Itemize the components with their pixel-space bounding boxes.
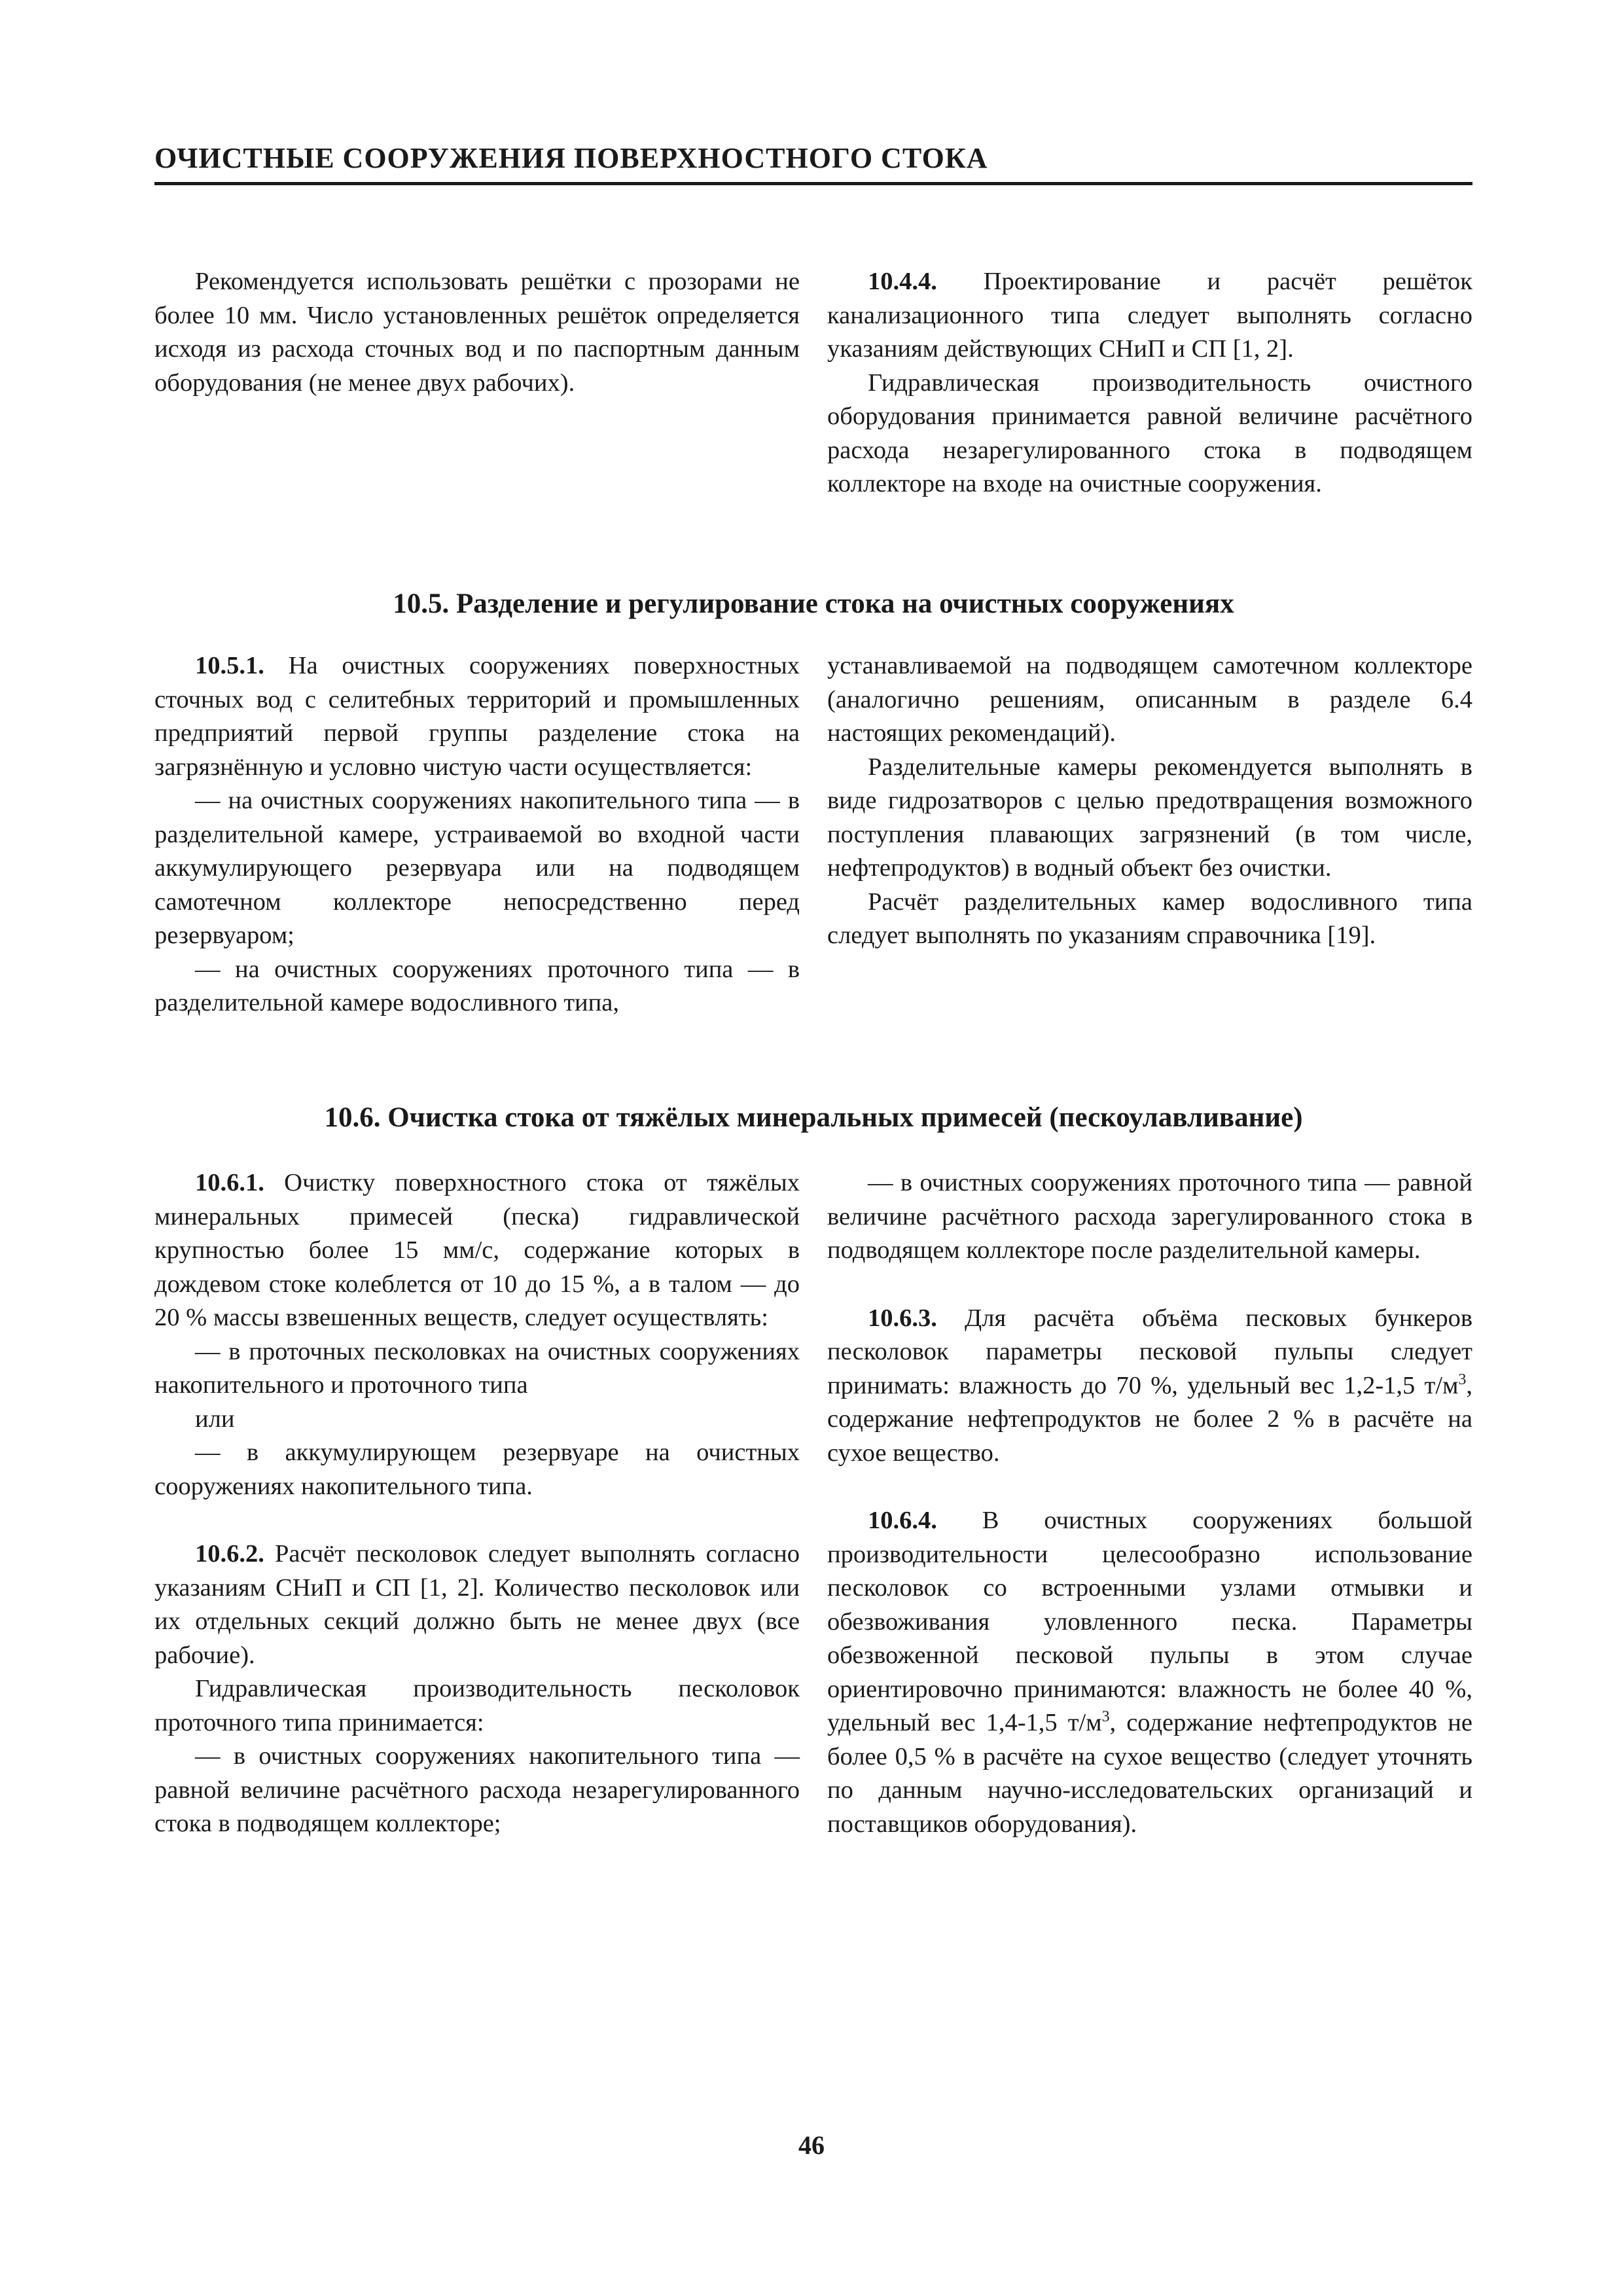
paragraph — [154, 1537, 800, 1672]
list-item: — в очистных сооружениях проточного типа — равной величине расчётного расхода зарегулированного стока в подводящем коллекторе после разделительной камеры. — [827, 1169, 1472, 1264]
superscript: 3 — [1458, 1371, 1467, 1388]
paragraph: Расчёт разделительных камер водосливного типа следует выполнять по указаниям справочника [19]. — [827, 888, 1472, 949]
clause-number: 10.6.4. — [868, 1507, 937, 1534]
clause-text: Очистку поверхностного стока от тяжёлых минеральных примесей (песка) гидравлической крупностью более 15 мм/с, содержание которых в дождевом стоке колеблется от 10 до 15 %, а в талом — до 20 % массы взвешенных веществ, следует осуществлять: — [154, 1169, 800, 1331]
paragraph: или — [195, 1405, 235, 1433]
paragraph — [827, 265, 1472, 367]
running-header: ОЧИСТНЫЕ СООРУЖЕНИЯ ПОВЕРХНОСТНОГО СТОКА — [154, 142, 988, 174]
list-item: — на очистных сооружениях проточного типа — в разделительной камере водосливного типа, — [154, 955, 800, 1016]
paragraph: устанавливаемой на подводящем самотечном коллекторе (аналогично решениям, описанным в разделе 6.4 настоящих рекомендаций). — [827, 652, 1472, 747]
clause-text: , содержание нефтепродуктов не более 0,5 % в расчёте на сухое вещество (следует уточнять по данным научно-исследовательских организаций и поставщиков оборудования). — [827, 1709, 1472, 1838]
clause-text: В очистных сооружениях большой производительности целесообразно использование песколовок со встроенными узлами отмывки и обезвоживания уловленного песка. Параметры обезвоженной песковой пульпы в этом случае ориентировочно принимаются: влажность не более 40 %, удельный вес 1,4-1,5 т/м — [827, 1507, 1472, 1736]
list-item: — в аккумулирующем резервуаре на очистных сооружениях накопительного типа. — [154, 1439, 800, 1500]
clause-number: 10.6.3. — [868, 1304, 937, 1332]
list-item: — на очистных сооружениях накопительного типа — в разделительной камере, устраиваемой во входной части аккумулирующего резервуара или на подводящем самотечном коллекторе непосредственно перед резервуаром; — [154, 787, 800, 949]
paragraph: Гидравлическая производительность очистного оборудования принимается равной величине расчётного расхода незарегулированного стока в подводящем коллекторе на входе на очистные сооружения. — [827, 368, 1472, 497]
paragraph — [827, 1302, 1472, 1471]
list-item: — в проточных песколовках на очистных сооружениях накопительного и проточного типа — [154, 1337, 800, 1399]
section-10-5-right-column — [827, 649, 1472, 953]
clause-text: , содержание нефтепродуктов не более 2 % в расчёте на сухое вещество. — [827, 1371, 1472, 1467]
paragraph: Разделительные камеры рекомендуется выполнять в виде гидрозатворов с целью предотвращения возможного поступления плавающих загрязнений (в том числе, нефтепродуктов) в водный объект без очистки. — [827, 753, 1472, 882]
section-heading-10-6: 10.6. Очистка стока от тяжёлых минеральных примесей (пескоулавливание) — [324, 1102, 1303, 1133]
top-left-column — [154, 265, 800, 400]
section-10-6-right-column — [827, 1166, 1472, 1841]
paragraph — [154, 649, 800, 784]
paragraph — [827, 1504, 1472, 1841]
paragraph: Гидравлическая производительность песколовок проточного типа принимается: — [154, 1675, 800, 1736]
clause-number: 10.6.2. — [195, 1540, 264, 1568]
superscript: 3 — [1101, 1708, 1110, 1726]
clause-text: Расчёт песколовок следует выполнять согласно указаниям СНиП и СП [1, 2]. Количество песколовок или их отдельных секций должно быть не менее двух (все рабочие). — [154, 1540, 800, 1669]
clause-number: 10.5.1. — [195, 652, 264, 679]
clause-text: Проектирование и расчёт решёток канализационного типа следует выполнять согласно указаниям действующих СНиП и СП [1, 2]. — [827, 268, 1472, 363]
paragraph — [154, 1166, 800, 1335]
header-rule — [154, 182, 1472, 185]
top-right-column — [827, 265, 1472, 501]
page-number: 46 — [798, 2130, 825, 2160]
section-10-5-left-column — [154, 649, 800, 1020]
section-10-6-left-column — [154, 1166, 800, 1841]
clause-text: На очистных сооружениях поверхностных сточных вод с селитебных территорий и промышленных предприятий первой группы разделение стока на загрязнённую и условно чистую части осуществляется: — [154, 652, 800, 781]
list-item: — в очистных сооружениях накопительного типа — равной величине расчётного расхода незарегулированного стока в подводящем коллекторе; — [154, 1742, 800, 1837]
clause-text: Для расчёта объёма песковых бункеров песколовок параметры песковой пульпы следует принимать: влажность до 70 %, удельный вес 1,2-1,5 т/м — [827, 1304, 1472, 1399]
clause-number: 10.4.4. — [868, 268, 937, 295]
clause-number: 10.6.1. — [195, 1169, 264, 1196]
paragraph: Рекомендуется использовать решётки с прозорами не более 10 мм. Число установленных решёток определяется исходя из расхода сточных вод и по паспортным данным оборудования (не менее двух рабочих). — [154, 268, 800, 397]
section-heading-10-5: 10.5. Разделение и регулирование стока на очистных сооружениях — [393, 588, 1234, 619]
